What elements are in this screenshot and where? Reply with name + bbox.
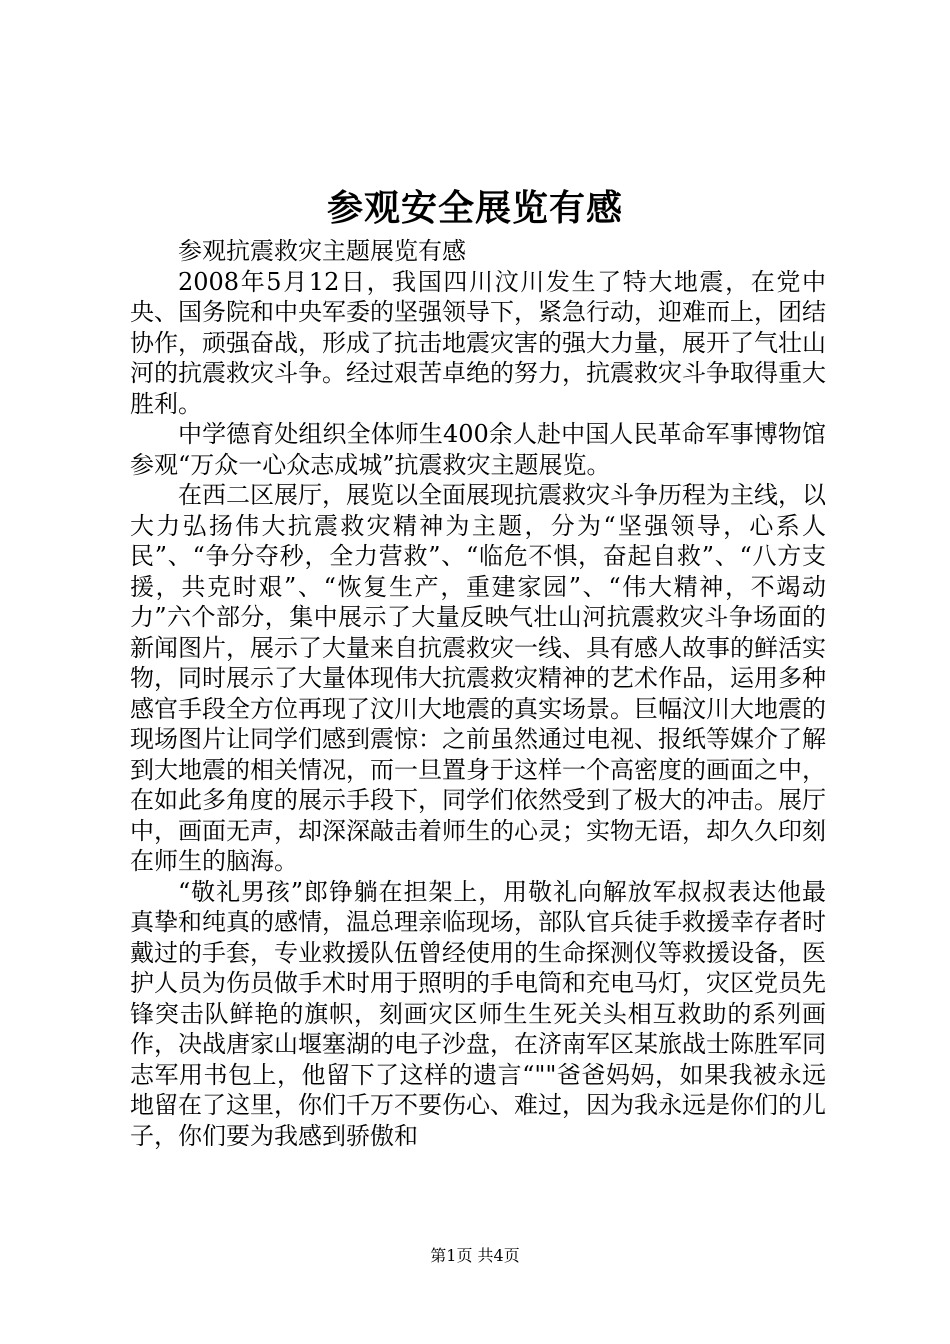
document-body <box>130 236 826 1151</box>
body-paragraph: 中学德育处组织全体师生400余人赴中国人民革命军事博物馆参观“万众一心众志成城”抗震救灾主题展览。 <box>130 420 826 479</box>
page-footer: 第1页 共4页 <box>430 1246 520 1265</box>
document-title: 参观安全展览有感 <box>326 187 623 229</box>
body-paragraph: “敬礼男孩”郎铮躺在担架上，用敬礼向解放军叔叔表达他最真挚和纯真的感情，温总理亲临现场，部队官兵徒手救援幸存者时戴过的手套，专业救援队伍曾经使用的生命探测仪等救援设备，医护人员为伤员做手术时用于照明的手电筒和充电马灯，灾区党员先锋突击队鲜艳的旗帜，刻画灾区师生生死关头相互救助的系列画作，决战唐家山堰塞湖的电子沙盘，在济南军区某旅战士陈胜军同志军用书包上，他留下了这样的遗言“""爸爸妈妈，如果我被永远地留在了这里，你们千万不要伤心、难过，因为我永远是你们的儿子，你们要为我感到骄傲和 <box>130 877 826 1150</box>
body-paragraph: 2008年5月12日，我国四川汶川发生了特大地震，在党中央、国务院和中央军委的坚强领导下，紧急行动，迎难而上，团结协作，顽强奋战，形成了抗击地震灾害的强大力量，展开了气壮山河的抗震救灾斗争。经过艰苦卓绝的努力，抗震救灾斗争取得重大胜利。 <box>130 267 826 418</box>
body-paragraph: 在西二区展厅，展览以全面展现抗震救灾斗争历程为主线，以大力弘扬伟大抗震救灾精神为主题，分为“坚强领导，心系人民”、“争分夺秒，全力营救”、“临危不惧，奋起自救”、“八方支援，共克时艰”、“恢复生产，重建家园”、“伟大精神，不竭动力”六个部分，集中展示了大量反映气壮山河抗震救灾斗争场面的新闻图片，展示了大量来自抗震救灾一线、具有感人故事的鲜活实物，同时展示了大量体现伟大抗震救灾精神的艺术作品，运用多种感官手段全方位再现了汶川大地震的真实场景。巨幅汶川大地震的现场图片让同学们感到震惊：之前虽然通过电视、报纸等媒介了解到大地震的相关情况，而一旦置身于这样一个高密度的画面之中，在如此多角度的展示手段下，同学们依然受到了极大的冲击。展厅中，画面无声，却深深敲击着师生的心灵；实物无语，却久久印刻在师生的脑海。 <box>130 481 826 875</box>
subtitle-paragraph: 参观抗震救灾主题展览有感 <box>178 237 466 265</box>
